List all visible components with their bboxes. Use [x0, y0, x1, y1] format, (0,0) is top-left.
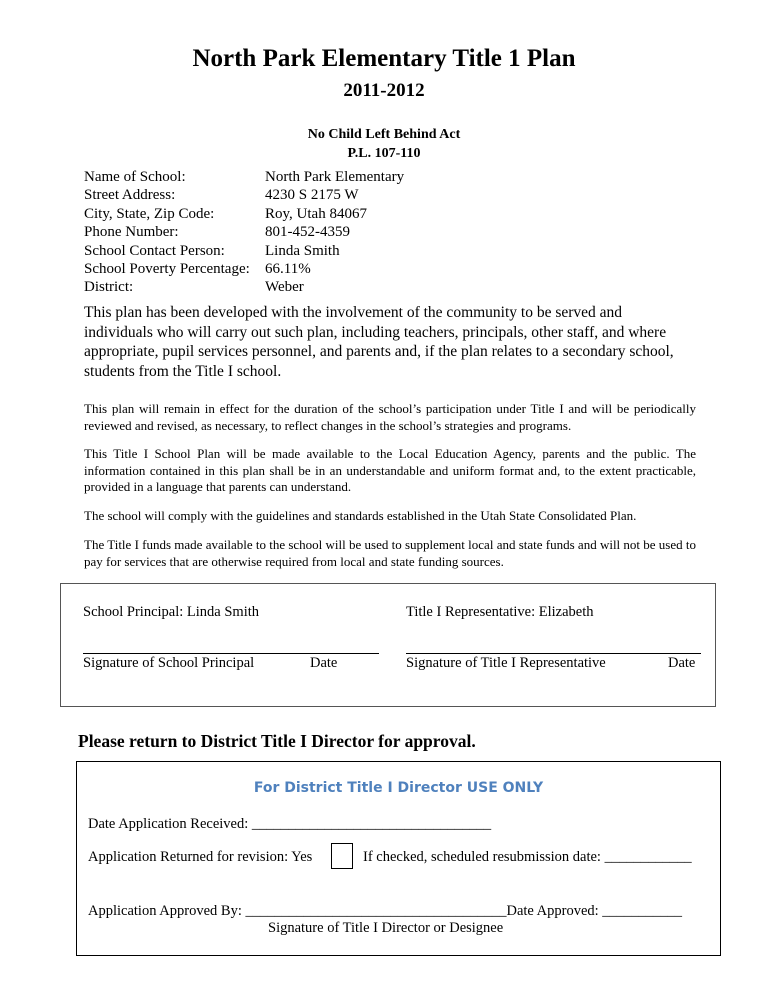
document-title: North Park Elementary Title 1 Plan	[192, 45, 576, 72]
info-value: Roy, Utah 84067	[265, 205, 367, 222]
date-received-field[interactable]: Date Application Received: _________________________________	[88, 816, 492, 832]
principal-name: School Principal: Linda Smith	[83, 604, 260, 620]
info-row	[84, 242, 404, 260]
info-value: North Park Elementary	[265, 169, 405, 185]
director-signature-label: Signature of Title I Director or Designee	[268, 920, 504, 936]
info-label: School Poverty Percentage:	[84, 261, 250, 278]
representative-date-label: Date	[668, 655, 696, 671]
approved-by-field[interactable]: Application Approved By: ____________________________________Date Approved: ___________	[88, 903, 683, 919]
info-label: District:	[84, 279, 134, 296]
info-row	[84, 205, 404, 223]
principal-date-label: Date	[310, 655, 338, 671]
info-label: Name of School:	[84, 169, 186, 185]
info-label: Phone Number:	[84, 224, 179, 241]
representative-name: Title I Representative: Elizabeth	[406, 604, 594, 620]
director-box-heading: For District Title I Director USE ONLY	[253, 780, 544, 796]
school-year: 2011-2012	[343, 80, 425, 101]
public-law: P.L. 107-110	[347, 146, 421, 161]
representative-signature-line[interactable]	[406, 653, 701, 654]
funds-paragraph: The Title I funds made available to the school will be used to supplement local and state funds and will not be used to pay for services that are otherwise required from local and state funding sources.	[84, 537, 696, 569]
info-label: School Contact Person:	[84, 242, 225, 259]
signature-box	[60, 583, 716, 707]
info-row	[84, 223, 404, 241]
info-row	[84, 278, 404, 296]
return-note: Please return to District Title I Director for approval.	[78, 731, 476, 751]
info-value: 801-452-4359	[265, 224, 350, 241]
info-row	[84, 260, 404, 278]
involvement-paragraph: This plan has been developed with the involvement of the community to be served and individuals who will carry out such plan, including teachers, principals, other staff, and where appropriate, pupil services personnel, and parents and, if the plan relates to a secondary school, students from the Title I school.	[84, 304, 674, 380]
info-row	[84, 168, 404, 186]
principal-signature-label: Signature of School Principal	[83, 655, 255, 671]
school-info	[84, 168, 404, 297]
info-value: 4230 S 2175 W	[265, 187, 359, 204]
compliance-paragraph: The school will comply with the guidelines and standards established in the Utah State Consolidated Plan.	[84, 508, 637, 523]
representative-signature-label: Signature of Title I Representative	[406, 655, 606, 671]
availability-paragraph: This Title I School Plan will be made available to the Local Education Agency, parents and the public. The information contained in this plan shall be in an understandable and uniform format and, to the extent practicable, provided in a language that parents can understand.	[84, 446, 696, 494]
revision-checkbox[interactable]	[331, 843, 353, 869]
returned-for-revision-label: Application Returned for revision: Yes	[88, 849, 313, 865]
info-value: 66.11%	[265, 261, 311, 278]
duration-paragraph: This plan will remain in effect for the duration of the school’s participation under Title I and will be periodically reviewed and revised, as necessary, to reflect changes in the school’s strategies and programs.	[84, 401, 696, 433]
resubmission-date-field[interactable]: If checked, scheduled resubmission date: ____________	[363, 849, 692, 865]
info-label: Street Address:	[84, 187, 176, 204]
principal-signature-line[interactable]	[83, 653, 379, 654]
info-value: Linda Smith	[265, 242, 340, 259]
info-value: Weber	[265, 279, 304, 296]
director-box	[76, 761, 721, 956]
act-name: No Child Left Behind Act	[307, 127, 461, 142]
info-row	[84, 186, 404, 204]
info-label: City, State, Zip Code:	[84, 205, 215, 222]
